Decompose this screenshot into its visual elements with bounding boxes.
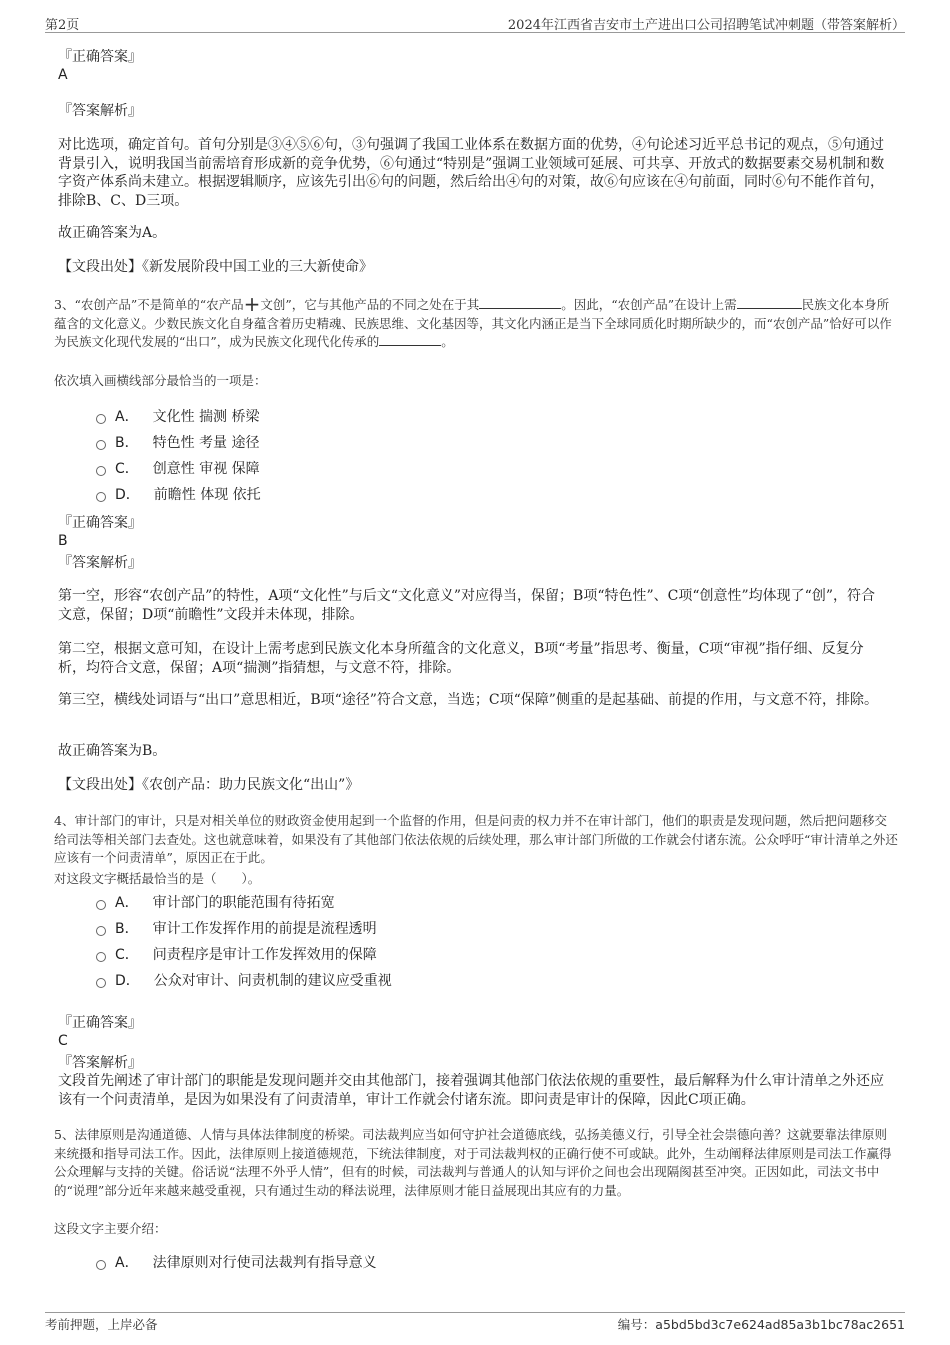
source-title: 《新发展阶段中国工业的三大新使命》 [142, 259, 373, 275]
q4-option-a[interactable] [96, 894, 335, 912]
q4-prompt: 对这段文字概括最恰当的是（ ）。 [54, 871, 261, 886]
q3-stem [54, 292, 899, 352]
correct-answer-label: 『正确答案』 [58, 1015, 142, 1031]
page-header [45, 14, 905, 33]
q3-analysis-p4: 故正确答案为B。 [58, 743, 167, 759]
q4-stem: 4、审计部门的审计，只是对相关单位的财政资金使用起到一个监督的作用，但是问责的权力并不在审计部门，他们的职责是发现问题，然后把问题移交给司法等相关部门去查处。这也就意味着，如果没有了其他部门依法依规的后续处理，那么审计部门所做的工作就会付诸东流。公众呼吁“审计清单之外还应该有一个问责清单”，原因正在于此。 [54, 813, 898, 865]
option-key: C． [115, 947, 139, 963]
q3-stem-part: 。因此，“农创产品”在设计上需 [561, 297, 737, 312]
analysis-label: 『答案解析』 [58, 103, 142, 119]
source-title: 《农创产品：助力民族文化“出山”》 [142, 777, 360, 793]
fill-blank-3 [379, 333, 441, 346]
q3-analysis-p3: 第三空，横线处词语与“出口”意思相近，B项“途径”符合文意，当选；C项“保障”侧重的是起基础、前提的作用，与文意不符，排除。 [58, 692, 878, 708]
radio-icon[interactable] [96, 900, 106, 910]
option-text: 前瞻性 体现 依托 [153, 487, 261, 503]
q4-analysis-p1: 文段首先阐述了审计部门的职能是发现问题并交由其他部门，接着强调其他部门依法依规的重要性，最后解释为什么审计清单之外还应该有一个问责清单，是因为如果没有了问责清单，审计工作就会付诸东流。即问责是审计的保障，因此C项正确。 [58, 1073, 884, 1108]
radio-icon[interactable] [96, 926, 106, 936]
document-id-label: 编号： [617, 1317, 656, 1332]
option-key: B． [115, 921, 139, 937]
q4-option-b[interactable] [96, 920, 377, 938]
q3-option-a[interactable] [96, 408, 259, 426]
q5-stem: 5、法律原则是沟通道德、人情与具体法律制度的桥梁。司法裁判应当如何守护社会道德底线，弘扬美德义行，引导全社会崇德向善？这就要靠法律原则来统摄和指导司法工作。因此，法律原则上接道德规范，下统法律制度，对于司法裁判权的正确行使不可或缺。此外，生动阐释法律原则是司法工作赢得公众理解与支持的关键。俗话说“法理不外乎人情”，但有的时候，司法裁判与普通人的认知与评价之间也会出现隔阂甚至冲突。正因如此，司法文书中的“说理”部分近年来越来越受重视，只有通过生动的释法说理，法律原则才能日益展现出其应有的力量。 [54, 1127, 892, 1198]
q3-source [58, 776, 888, 795]
fill-blank-1 [479, 296, 561, 309]
source-label: 【文段出处】 [58, 259, 142, 275]
q2-answer: A [58, 67, 68, 83]
q2-analysis-p1: 对比选项，确定首句。首句分别是③④⑤⑥句，③句强调了我国工业体系在数据方面的优势，④句论述习近平总书记的观点，⑤句通过背景引入，说明我国当前需培育形成新的竞争优势，⑥句通过“特别是”强调工业领域可延展、可共享、开放式的数据要素交易机制和数字资产体系尚未建立。根据逻辑顺序，应该先引出⑥句的问题，然后给出④句的对策，故⑥句应该在④句前面，同时⑥句不能作首句，排除B、C、D三项。 [58, 137, 885, 209]
analysis-label: 『答案解析』 [58, 555, 142, 571]
option-text: 问责程序是审计工作发挥效用的保障 [152, 947, 377, 963]
document-id [618, 1315, 905, 1333]
q3-analysis-p1: 第一空，形容“农创产品”的特性，A项“文化性”与后文“文化意义”对应得当，保留；B项“特色性”、C项“创意性”均体现了“创”，符合文意，保留；D项“前瞻性”文段并未体现，排除。 [58, 588, 875, 623]
page-footer [45, 1312, 905, 1332]
q3-answer: B [58, 533, 68, 549]
q3-stem-part: 民族文化本身所蕴含的文化意义。少数民族文化自身蕴含着历史精魂、民族思维、文化基因等，其文化内涵正是当下全球同质化时期所缺少的，而“农创产品”恰好可以作为民族文化现代发展的“出口”，成为民族文化现代化传承的 [54, 297, 892, 349]
q3-option-b[interactable] [96, 434, 260, 452]
q3-option-c[interactable] [96, 460, 260, 478]
q2-analysis-p2: 故正确答案为A。 [58, 225, 167, 241]
radio-icon[interactable] [96, 466, 106, 476]
option-key: D． [115, 973, 140, 989]
option-text: 公众对审计、问责机制的建议应受重视 [153, 973, 392, 989]
q3-stem-part: 文创”，它与其他产品的不同之处在于其 [260, 297, 480, 312]
q5-prompt: 这段文字主要介绍： [54, 1221, 167, 1236]
fill-blank-2 [737, 296, 802, 309]
option-key: D． [115, 487, 140, 503]
option-key: A． [115, 1255, 139, 1271]
document-title: 2024年江西省吉安市土产进出口公司招聘笔试冲刺题（带答案解析） [507, 18, 905, 33]
correct-answer-label: 『正确答案』 [58, 515, 142, 531]
q3-prompt: 依次填入画横线部分最恰当的一项是： [54, 373, 267, 388]
option-text: 审计部门的职能范围有待拓宽 [152, 895, 335, 911]
source-label: 【文段出处】 [58, 777, 142, 793]
q4-option-d[interactable] [96, 972, 392, 990]
option-text: 特色性 考量 途径 [152, 435, 260, 451]
q5-option-a[interactable] [96, 1254, 377, 1272]
footer-slogan: 考前押题，上岸必备 [45, 1317, 158, 1332]
q3-option-d[interactable] [96, 486, 261, 504]
radio-icon[interactable] [96, 978, 106, 988]
radio-icon[interactable] [96, 952, 106, 962]
radio-icon[interactable] [96, 492, 106, 502]
option-key: B． [115, 435, 139, 451]
q4-option-c[interactable] [96, 946, 377, 964]
plus-sign: + [243, 292, 261, 316]
page-number: 第2页 [45, 18, 80, 33]
radio-icon[interactable] [96, 414, 106, 424]
q4-answer: C [58, 1033, 68, 1049]
q2-source [58, 258, 888, 277]
option-key: A． [115, 409, 139, 425]
option-text: 文化性 揣测 桥梁 [152, 409, 260, 425]
option-key: C． [115, 461, 139, 477]
correct-answer-label: 『正确答案』 [58, 49, 142, 65]
option-text: 创意性 审视 保障 [152, 461, 260, 477]
q3-stem-part: 。 [441, 334, 454, 349]
option-text: 法律原则对行使司法裁判有指导意义 [152, 1255, 377, 1271]
q3-analysis-p2: 第二空，根据文意可知，在设计上需考虑到民族文化本身所蕴含的文化意义，B项“考量”指思考、衡量，C项“审视”指仔细、反复分析，均符合文意，保留；A项“揣测”指猜想，与文意不符，排除。 [58, 641, 864, 676]
analysis-label: 『答案解析』 [58, 1055, 142, 1071]
radio-icon[interactable] [96, 1260, 106, 1270]
option-key: A． [115, 895, 139, 911]
option-text: 审计工作发挥作用的前提是流程透明 [152, 921, 377, 937]
q3-stem-part: 3、“农创产品”不是简单的“农产品 [54, 297, 244, 312]
document-id-value: a5bd5bd3c7e624ad85a3b1bc78ac2651 [655, 1317, 905, 1332]
radio-icon[interactable] [96, 440, 106, 450]
